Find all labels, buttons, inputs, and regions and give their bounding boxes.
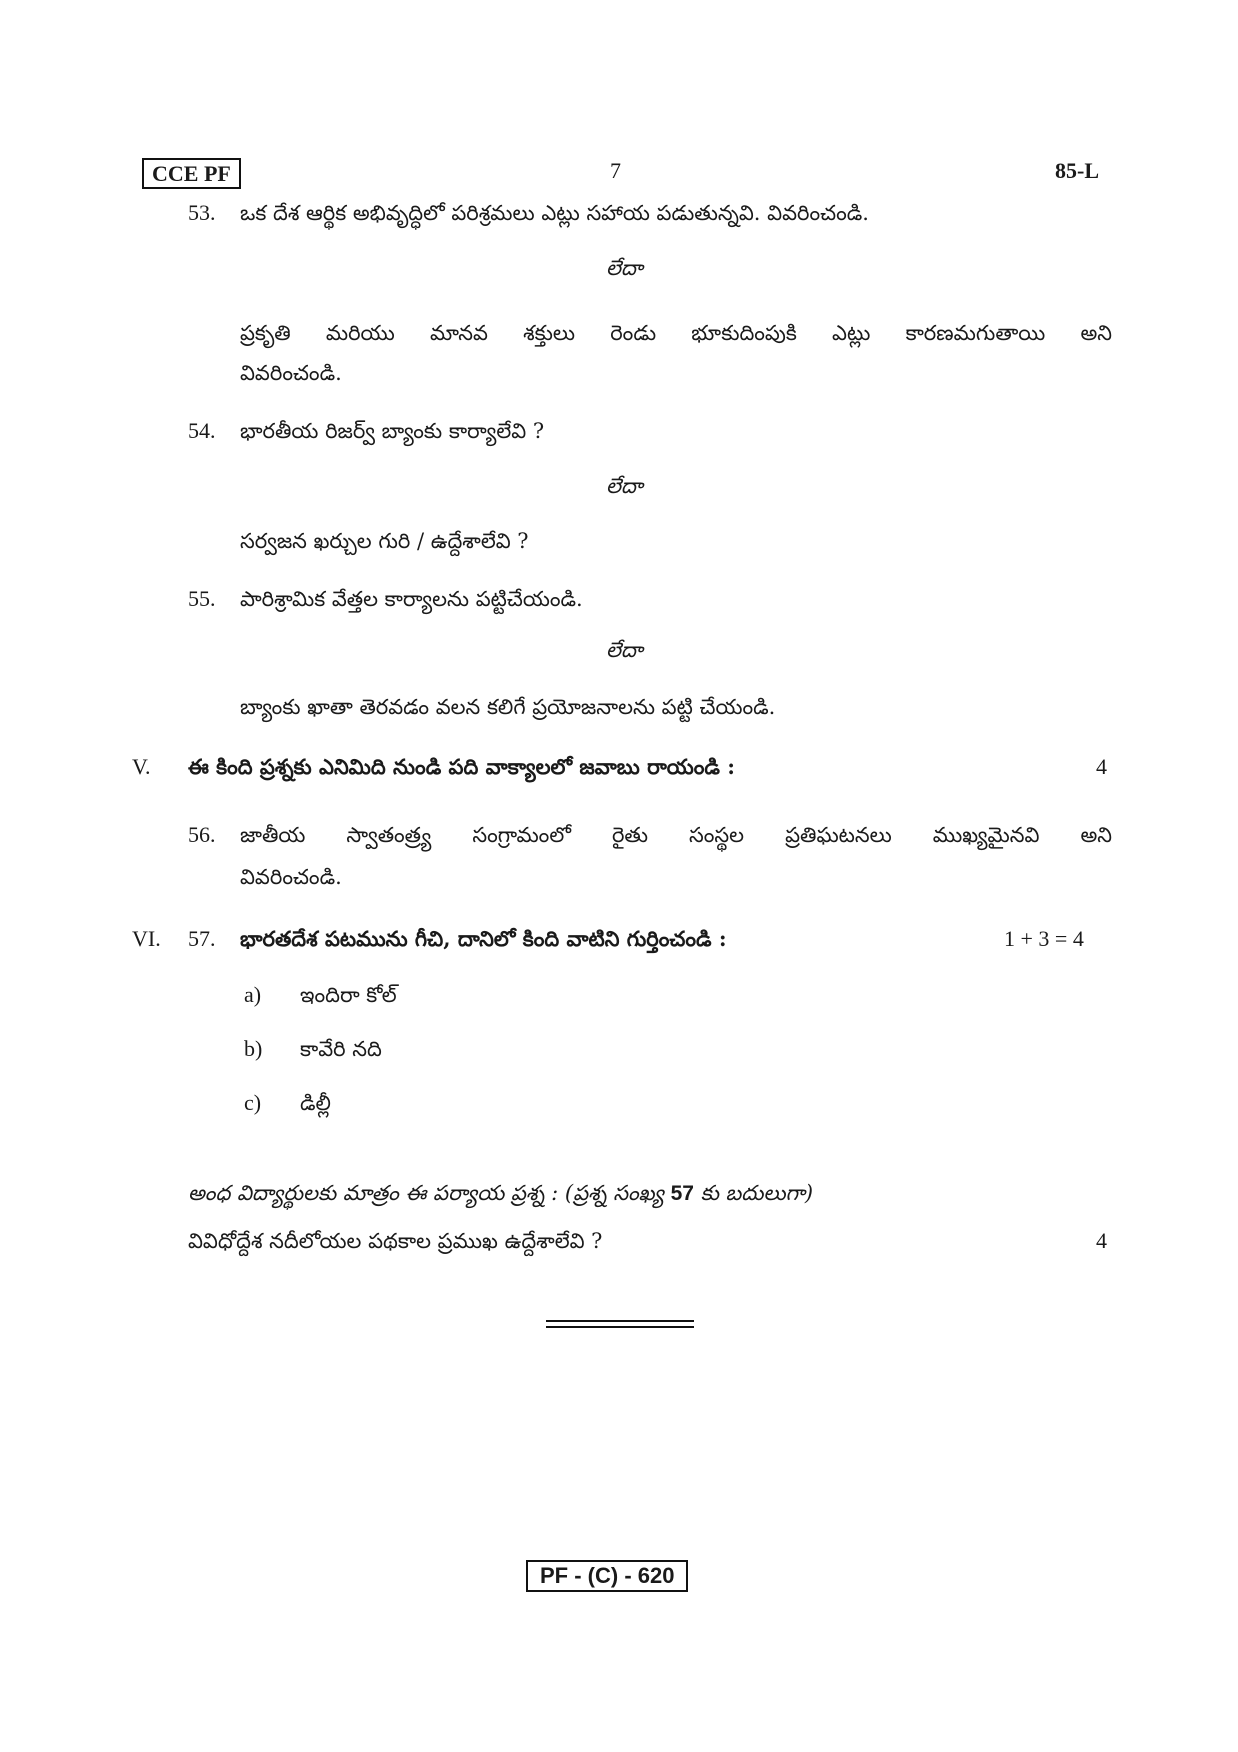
q55-text: పారిశ్రామిక వేత్తల కార్యాలను పట్టిచేయండి. — [240, 587, 583, 611]
q55-or: లేదా — [606, 638, 643, 662]
q54-number: 54. — [188, 418, 216, 443]
subject-code: 85-L — [1055, 158, 1099, 183]
q55-alt: బ్యాంకు ఖాతా తెరవడం వలన కలిగే ప్రయోజనాలను పట్టి చేయండి. — [240, 695, 776, 719]
blind-alt-prefix: అంధ విద్యార్థులకు మాత్రం ఈ పర్యాయ ప్రశ్న : (ప్రశ్న సంఖ్య — [188, 1181, 671, 1205]
q53-or: లేదా — [606, 256, 643, 280]
section-vi-roman: VI. — [132, 926, 161, 951]
q57-item-c-text: డిల్లీ — [300, 1091, 331, 1115]
q55-number: 55. — [188, 586, 216, 611]
q53-text: ఒక దేశ ఆర్థిక అభివృద్ధిలో పరిశ్రమలు ఎట్లు సహాయ పడుతున్నవి. వివరించండి. — [240, 201, 869, 225]
end-rule-top — [546, 1320, 694, 1322]
q57-item-b-text: కావేరి నది — [300, 1037, 382, 1061]
q57-marks: 1 + 3 = 4 — [1004, 926, 1084, 951]
q57-item-c-label: c) — [244, 1090, 262, 1115]
q57-instruction: భారతదేశ పటమును గీచి, దానిలో కింది వాటిని గుర్తించండి : — [240, 926, 727, 951]
q57-item-a-label: a) — [244, 982, 262, 1007]
blind-alt-heading — [188, 1178, 813, 1209]
section-v-marks: 4 — [1096, 754, 1107, 779]
q57-item-b-label: b) — [244, 1036, 263, 1061]
section-v-roman: V. — [132, 754, 151, 779]
q56-line2: వివరించండి. — [240, 865, 342, 889]
q54-or: లేదా — [606, 474, 643, 498]
q53-alt-line1: ప్రకృతి మరియు మానవ శక్తులు రెండు భూకుదింపుకి ఎట్లు కారణమగుతాయి అని — [240, 321, 1112, 345]
q57-number: 57. — [188, 926, 216, 951]
section-v-instruction: ఈ కింది ప్రశ్నకు ఎనిమిది నుండి పది వాక్యాలలో జవాబు రాయండి : — [188, 754, 736, 779]
paper-code-box: CCE PF — [142, 158, 241, 189]
q57-item-a-text: ఇందిరా కోల్ — [300, 983, 397, 1007]
blind-alt-marks: 4 — [1096, 1228, 1107, 1253]
q54-alt: సర్వజన ఖర్చుల గురి / ఉద్దేశాలేవి ? — [240, 529, 529, 553]
page-number: 7 — [610, 158, 621, 183]
q53-alt-line2: వివరించండి. — [240, 361, 342, 385]
blind-alt-question: వివిధోద్దేశ నదీలోయల పథకాల ప్రముఖ ఉద్దేశాలేవి ? — [188, 1229, 603, 1253]
blind-alt-qref: 57 — [670, 1182, 694, 1205]
footer-code-box: PF - (C) - 620 — [526, 1560, 688, 1592]
q54-text: భారతీయ రిజర్వ్ బ్యాంకు కార్యాలేవి ? — [240, 419, 545, 443]
blind-alt-suffix: కు బదులుగా) — [693, 1181, 814, 1205]
q53-number: 53. — [188, 200, 216, 225]
q56-line1: జాతీయ స్వాతంత్ర్య సంగ్రామంలో రైతు సంస్థల ప్రతిఘటనలు ముఖ్యమైనవి అని — [240, 823, 1112, 847]
q56-number: 56. — [188, 822, 216, 847]
end-rule-bottom — [546, 1326, 694, 1328]
